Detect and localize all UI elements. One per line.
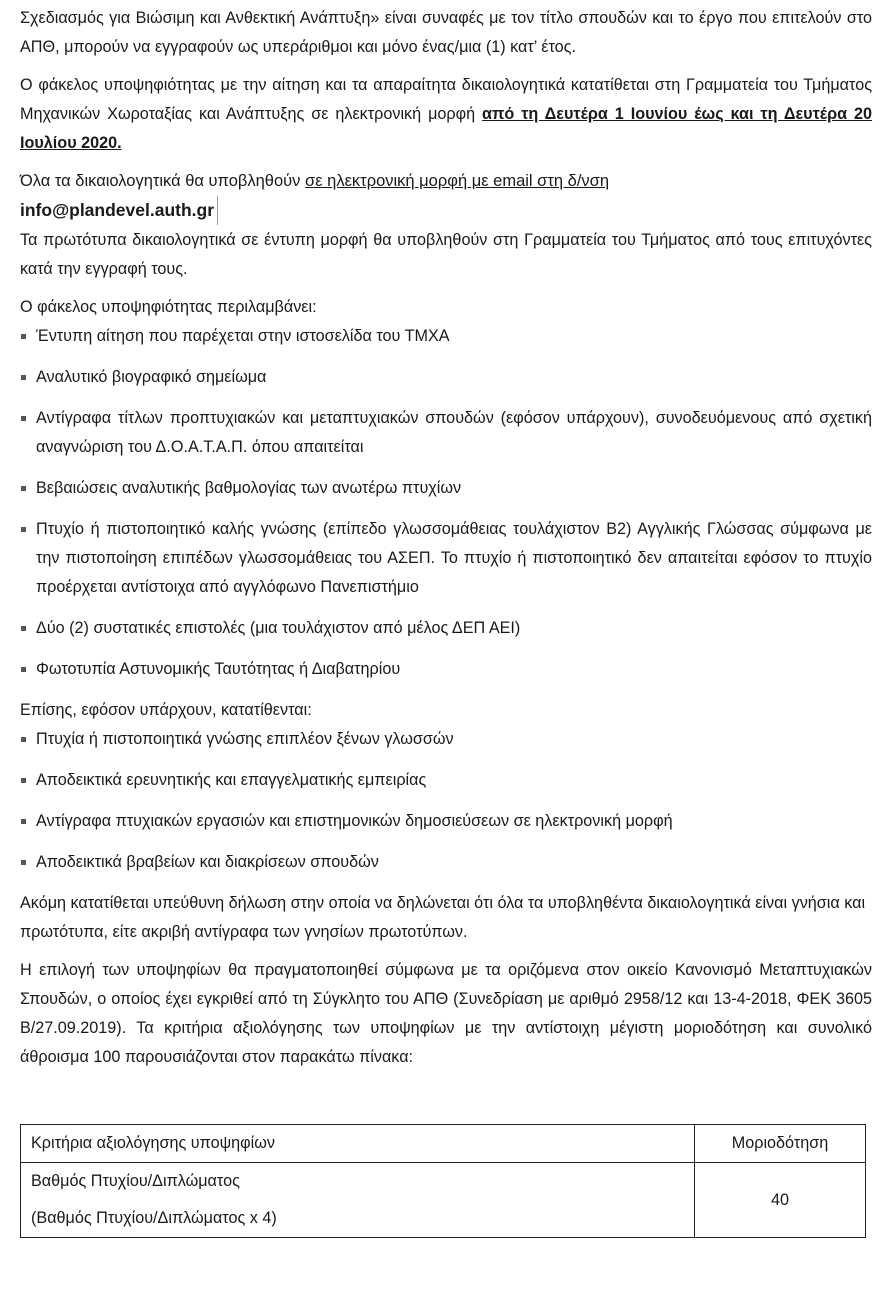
list-item-text: Πτυχίο ή πιστοποιητικό καλής γνώσης (επίπεδο γλωσσομάθειας τουλάχιστον Β2) Αγγλικής Γλώσσας σύμφωνα με την πιστοποίηση επιπέδων γλωσσομάθειας του ΑΣΕΠ. Το πτυχίο ή πιστοποιητικό δεν απαιτείται εφόσον το πτυχίο προέρχεται αντίστοιχα από αγγλόφωνο Πανεπιστήμιο [36,520,872,596]
submission-text: Ο φάκελος υποψηφιότητας με την αίτηση και τα απαραίτητα δικαιολογητικά κατατίθεται στη Γραμματεία του Τμήματος Μηχανικών Χωροταξίας και Ανάπτυξης σε ηλεκτρονική μορφή [20,76,872,123]
list-item [20,404,872,462]
list-item-text: Δύο (2) συστατικές επιστολές (μια τουλάχιστον από μέλος ΔΕΠ ΑΕΙ) [36,619,521,637]
criterion-formula: (Βαθμός Πτυχίου/Διπλώματος x 4) [31,1209,277,1227]
list-item-text: Αναλυτικό βιογραφικό σημείωμα [36,368,267,386]
header-criteria: Κριτήρια αξιολόγησης υποψηφίων [21,1125,695,1163]
paragraph-originals: Τα πρωτότυπα δικαιολογητικά σε έντυπη μορφή θα υποβληθούν στη Γραμματεία του Τμήματος από τους επιτυχόντες κατά την εγγραφή τους. [20,231,872,278]
cell-points: 40 [695,1163,866,1238]
criteria-table [20,1124,866,1238]
header-points: Μοριοδότηση [695,1125,866,1163]
list-item [20,725,872,754]
paragraph-eligibility: Σχεδιασμός για Βιώσιμη και Ανθεκτική Ανάπτυξη» είναι συναφές με τον τίτλο σπουδών και το έργο που επιτελούν στο ΑΠΘ, μπορούν να εγγραφούν ως υπεράριθμοι και μόνο ένας/μια (1) κατ’ έτος. [20,9,872,56]
folder-intro: Ο φάκελος υποψηφιότητας περιλαμβάνει: [20,298,317,316]
email-address: info@plandevel.auth.gr [20,196,218,225]
bullet-icon [21,527,26,532]
list-item-text: Αποδεικτικά βραβείων και διακρίσεων σπουδών [36,853,379,871]
bullet-icon [21,486,26,491]
list-item-text: Πτυχία ή πιστοποιητικά γνώσης επιπλέον ξένων γλωσσών [36,730,454,748]
list-item-text: Αποδεικτικά ερευνητικής και επαγγελματικής εμπειρίας [36,771,427,789]
folder-list [20,322,872,684]
table-header-row [21,1125,866,1163]
email-method: σε ηλεκτρονική μορφή με email στη δ/νση [305,172,610,190]
bullet-icon [21,737,26,742]
list-item [20,363,872,392]
list-item [20,807,872,836]
bullet-icon [21,416,26,421]
list-item-text: Βεβαιώσεις αναλυτικής βαθμολογίας των ανωτέρω πτυχίων [36,479,462,497]
paragraph-email [20,167,872,196]
list-item-text: Φωτοτυπία Αστυνομικής Ταυτότητας ή Διαβατηρίου [36,660,401,678]
bullet-icon [21,375,26,380]
paragraph-selection: Η επιλογή των υποψηφίων θα πραγματοποιηθεί σύμφωνα με τα οριζόμενα στον οικείο Κανονισμό Μεταπτυχιακών Σπουδών, ο οποίος έχει εγκριθεί από τη Σύγκλητο του ΑΠΘ (Συνεδρίαση με αριθμό 2958/12 και 13-4-2018, ΦΕΚ 3605 Β/27.09.2019). Τα κριτήρια αξιολόγησης των υποψηφίων με την αντίστοιχη μέγιστη μοριοδότηση και συνολικό άθροισμα 100 παρουσιάζονται στον παρακάτω πίνακα: [20,961,872,1066]
extra-intro: Επίσης, εφόσον υπάρχουν, κατατίθενται: [20,701,312,719]
paragraph-submission [20,71,872,158]
table-row [21,1163,866,1238]
criterion-title: Βαθμός Πτυχίου/Διπλώματος [31,1172,240,1190]
list-item-text: Έντυπη αίτηση που παρέχεται στην ιστοσελίδα του ΤΜΧΑ [36,327,450,345]
list-item-text: Αντίγραφα τίτλων προπτυχιακών και μεταπτυχιακών σπουδών (εφόσον υπάρχουν), συνοδευόμενους από σχετική αναγνώριση του Δ.Ο.Α.Τ.Α.Π. όπου απαιτείται [36,409,872,456]
list-item-text: Αντίγραφα πτυχιακών εργασιών και επιστημονικών δημοσιεύσεων σε ηλεκτρονική μορφή [36,812,673,830]
cell-criterion [21,1163,695,1238]
email-intro: Όλα τα δικαιολογητικά θα υποβληθούν [20,172,306,190]
bullet-icon [21,626,26,631]
list-item [20,474,872,503]
list-item [20,655,872,684]
submission-dates: από τη Δευτέρα 1 Ιουνίου έως και τη Δευτέρα 20 Ιουλίου 2020. [20,105,873,152]
bullet-icon [21,860,26,865]
list-item [20,515,872,602]
list-item [20,322,872,351]
paragraph-declaration: Ακόμη κατατίθεται υπεύθυνη δήλωση στην οποία να δηλώνεται ότι όλα τα υποβληθέντα δικαιολογητικά είναι γνήσια και πρωτότυπα, είτε ακριβή αντίγραφα των γνησίων πρωτοτύπων. [20,894,866,941]
list-item [20,614,872,643]
bullet-icon [21,778,26,783]
bullet-icon [21,667,26,672]
bullet-icon [21,334,26,339]
email-row [20,196,872,226]
list-item [20,848,872,877]
bullet-icon [21,819,26,824]
extra-list [20,725,872,877]
list-item [20,766,872,795]
criteria-table-wrap [20,1124,872,1238]
